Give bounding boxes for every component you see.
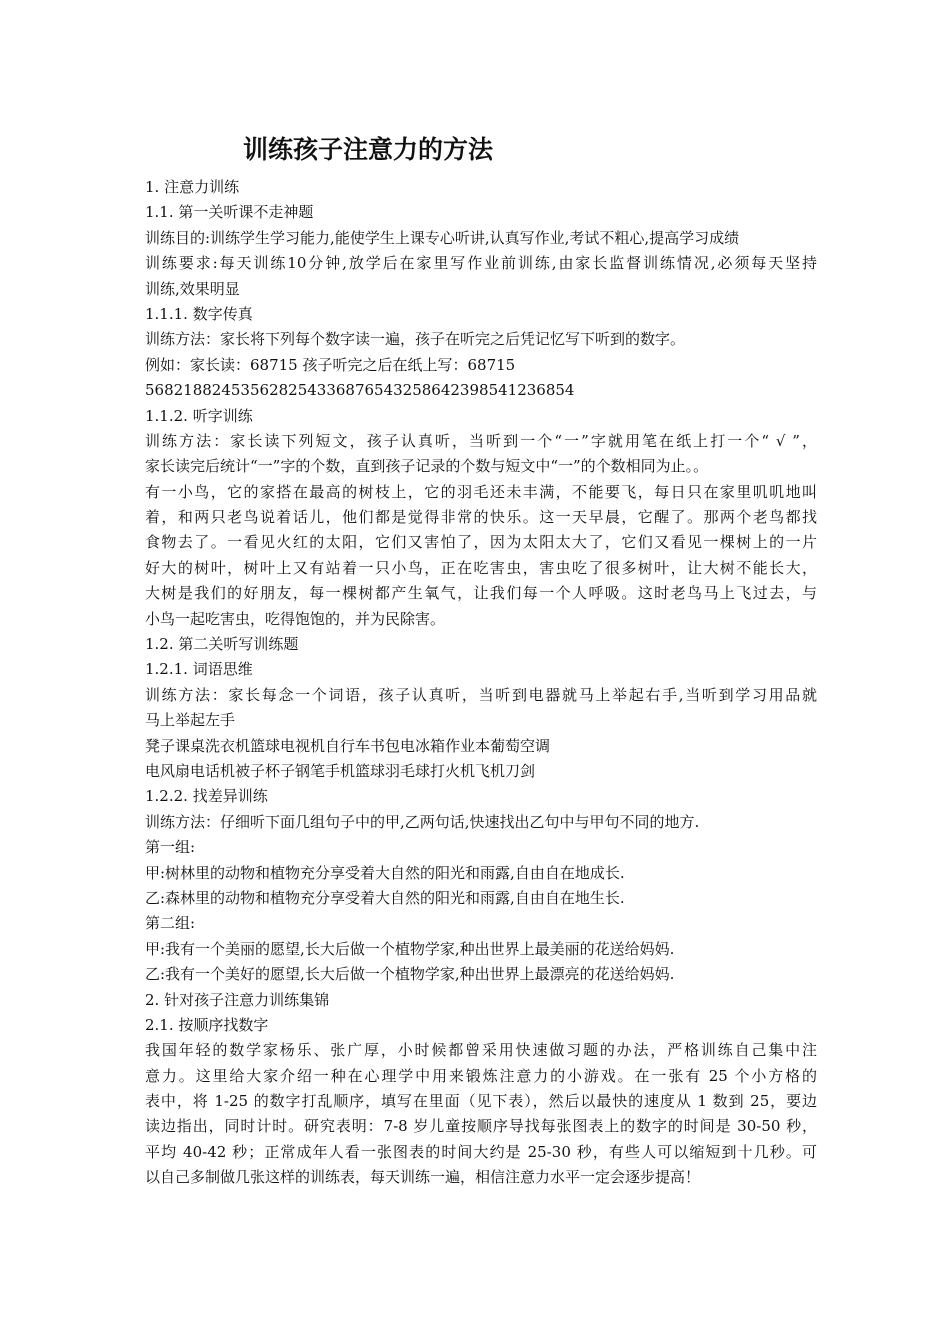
paragraph-line: 训练目的:训练学生学习能力,能使学生上课专心听讲,认真写作业,考试不粗心,提高学习成绩 — [145, 228, 740, 247]
paragraph-line: 马上举起左手 — [145, 711, 236, 730]
heading-1-1: 1.1. 第一关听课不走神题 — [145, 203, 314, 222]
story-line: 着，和两只老鸟说着话儿，他们都是觉得非常的快乐。这一天早晨，它醒了。那两个老鸟都找 — [145, 508, 817, 527]
heading-1-1-1: 1.1.1. 数字传真 — [145, 304, 253, 323]
story-line: 小鸟一起吃害虫，吃得饱饱的，并为民除害。 — [145, 609, 446, 628]
heading-1-2-2: 1.2.2. 找差异训练 — [145, 787, 268, 806]
heading-1: 1. 注意力训练 — [145, 178, 240, 196]
paragraph-line: 训练方法：仔细听下面几组句子中的甲,乙两句话,快速找出乙句中与甲句不同的地方. — [145, 812, 700, 831]
group-label: 第二组: — [145, 914, 196, 933]
paragraph-line: 训练要求:每天训练10分钟,放学后在家里写作业前训练,由家长监督训练情况,必须每天坚持 — [145, 254, 817, 273]
story-line: 好大的树叶，树叶上又有站着一只小鸟，正在吃害虫，害虫吃了很多树叶，让大树不能长大， — [145, 558, 817, 577]
paragraph-line: 读边指出，同时计时。研究表明：7-8 岁儿童按顺序导找每张图表上的数字的时间是 30-50 秒， — [145, 1117, 817, 1136]
number-sequence: 568218824535628254336876543258642398541236854 — [145, 381, 575, 400]
sentence-line: 乙:我有一个美好的愿望,长大后做一个植物学家,种出世界上最漂亮的花送给妈妈. — [145, 965, 675, 984]
paragraph-line: 我国年轻的数学家杨乐、张广厚，小时候都曾采用快速做习题的办法，严格训练自己集中注 — [145, 1041, 817, 1060]
story-line: 有一小鸟，它的家搭在最高的树枝上，它的羽毛还未丰满，不能要飞，每日只在家里叽叽地叫 — [145, 482, 817, 501]
word-list: 电风扇电话机被子杯子钢笔手机篮球羽毛球打火机飞机刀剑 — [145, 761, 536, 780]
word-list: 凳子课桌洗衣机篮球电视机自行车书包电冰箱作业本葡萄空调 — [145, 736, 551, 755]
heading-2: 2. 针对孩子注意力训练集锦 — [145, 990, 330, 1009]
group-label: 第一组: — [145, 838, 196, 857]
heading-1-2: 1.2. 第二关听写训练题 — [145, 635, 299, 654]
heading-1-1-2: 1.1.2. 听字训练 — [145, 406, 253, 425]
document-title: 训练孩子注意力的方法 — [243, 135, 494, 164]
paragraph-line: 意力。这里给大家介绍一种在心理学中用来锻炼注意力的小游戏。在一张有 25 个小方格的 — [145, 1066, 817, 1085]
paragraph-line: 训练,效果明显 — [145, 279, 240, 298]
sentence-line: 甲:我有一个美丽的愿望,长大后做一个植物学家,种出世界上最美丽的花送给妈妈. — [145, 939, 675, 958]
paragraph-line: 训练方法：家长将下列每个数字读一遍，孩子在听完之后凭记忆写下听到的数字。 — [145, 330, 686, 349]
heading-2-1: 2.1. 按顺序找数字 — [145, 1015, 269, 1034]
paragraph-line: 表中，将 1-25 的数字打乱顺序，填写在里面（见下表），然后以最快的速度从 1 数到 25，要边 — [145, 1092, 817, 1111]
sentence-line: 甲:树林里的动物和植物充分享受着大自然的阳光和雨露,自由自在地成长. — [145, 863, 625, 882]
paragraph-line: 训练方法：家长每念一个词语，孩子认真听，当听到电器就马上举起右手,当听到学习用品就 — [145, 685, 817, 704]
paragraph-line: 训练方法：家长读下列短文，孩子认真听，当听到一个“一”字就用笔在纸上打一个“ √ ”， — [145, 431, 817, 450]
heading-1-2-1: 1.2.1. 词语思维 — [145, 660, 253, 679]
paragraph-line: 以自己多制做几张这样的训练表，每天训练一遍，相信注意力水平一定会逐步提高！ — [145, 1168, 701, 1187]
paragraph-line: 平均 40-42 秒；正常成年人看一张图表的时间大约是 25-30 秒，有些人可以缩短到十几秒。可 — [145, 1142, 817, 1161]
story-line: 大树是我们的好朋友，每一棵树都产生氧气，让我们每一个人呼吸。这时老鸟马上飞过去，与 — [145, 584, 817, 603]
sentence-line: 乙:森林里的动物和植物充分享受着大自然的阳光和雨露,自由自在地生长. — [145, 888, 625, 907]
document-body — [145, 175, 817, 1191]
story-line: 食物去了。一看见火红的太阳，它们又害怕了，因为太阳太大了，它们又看见一棵树上的一片 — [145, 533, 817, 552]
paragraph-line: 家长读完后统计“一”字的个数，直到孩子记录的个数与短文中“一”的个数相同为止。。 — [145, 457, 709, 476]
paragraph-line: 例如：家长读：68715 孩子听完之后在纸上写：68715 — [145, 355, 516, 374]
